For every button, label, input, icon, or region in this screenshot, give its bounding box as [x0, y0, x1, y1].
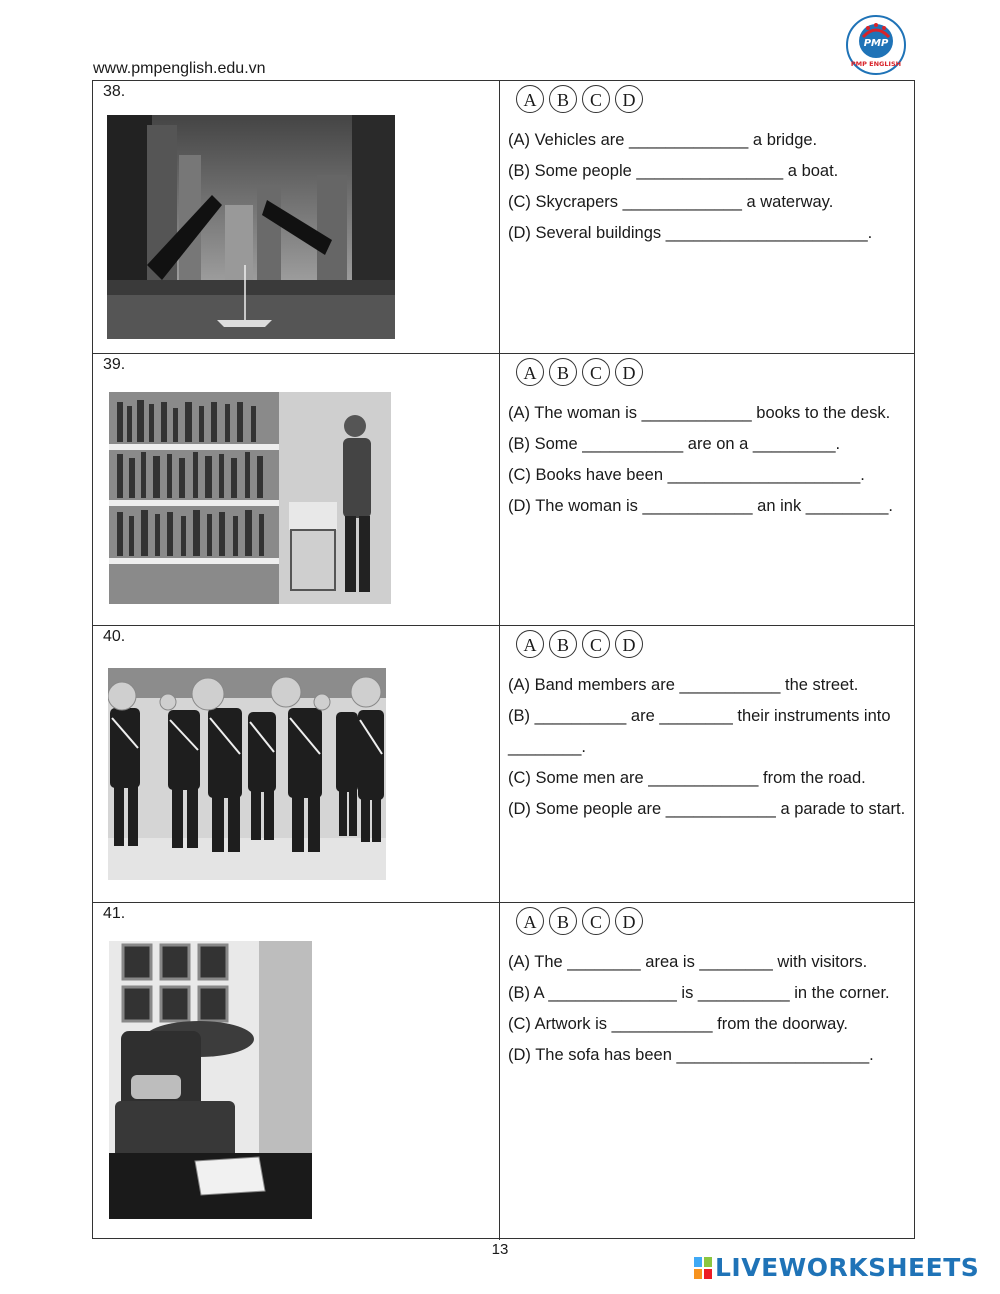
question-number: 39.	[103, 356, 126, 373]
answer-bubble-d[interactable]: D	[615, 358, 643, 386]
option-c: (C) Some men are ____________ from the road.	[508, 769, 866, 787]
answer-bubbles	[516, 907, 908, 941]
svg-text:PMP: PMP	[863, 38, 889, 49]
answer-bubble-a[interactable]: A	[516, 85, 544, 113]
answer-bubble-c[interactable]: C	[582, 907, 610, 935]
option-a: (A) The woman is ____________ books to the desk.	[508, 404, 891, 422]
answer-bubble-c[interactable]: C	[582, 630, 610, 658]
question-number: 38.	[103, 83, 126, 100]
option-c: (C) Skycrapers _____________ a waterway.	[508, 193, 834, 211]
question-number: 41.	[103, 905, 126, 922]
answer-bubbles	[516, 358, 908, 392]
question-number: 40.	[103, 628, 126, 645]
answer-bubble-d[interactable]: D	[615, 907, 643, 935]
answer-bubble-b[interactable]: B	[549, 907, 577, 935]
answer-bubble-c[interactable]: C	[582, 85, 610, 113]
option-b: (B) Some people ________________ a boat.	[508, 162, 839, 180]
answer-bubble-a[interactable]: A	[516, 907, 544, 935]
answer-bubble-a[interactable]: A	[516, 630, 544, 658]
liveworksheets-grid-icon	[694, 1257, 712, 1279]
question-row-41	[93, 903, 914, 1240]
question-table	[92, 80, 915, 1239]
option-a: (A) Band members are ___________ the street.	[508, 676, 859, 694]
answer-bubbles	[516, 630, 908, 664]
option-d: (D) Some people are ____________ a parade to start.	[508, 800, 906, 818]
page-number: 13	[491, 1241, 509, 1258]
option-a: (A) Vehicles are _____________ a bridge.	[508, 131, 818, 149]
svg-text:PMP ENGLISH: PMP ENGLISH	[850, 60, 902, 68]
option-b: (B) __________ are ________ their instruments into ________.	[508, 707, 896, 756]
photo-marching-band	[108, 668, 386, 880]
option-c: (C) Books have been _____________________.	[508, 466, 865, 484]
liveworksheets-logo[interactable]	[694, 1253, 979, 1282]
answer-bubble-b[interactable]: B	[549, 358, 577, 386]
question-row-38	[93, 81, 914, 354]
question-row-40	[93, 626, 914, 903]
answer-bubble-d[interactable]: D	[615, 630, 643, 658]
option-a: (A) The ________ area is ________ with visitors.	[508, 953, 868, 971]
option-b: (B) Some ___________ are on a _________.	[508, 435, 841, 453]
site-url[interactable]: www.pmpenglish.edu.vn	[93, 60, 266, 77]
answer-bubble-b[interactable]: B	[549, 85, 577, 113]
option-b: (B) A ______________ is __________ in the corner.	[508, 984, 890, 1002]
option-d: (D) Several buildings ______________________.	[508, 224, 873, 242]
answer-bubble-b[interactable]: B	[549, 630, 577, 658]
question-row-39	[93, 354, 914, 626]
option-c: (C) Artwork is ___________ from the doorway.	[508, 1015, 848, 1033]
option-d: (D) The sofa has been _____________________.	[508, 1046, 874, 1064]
liveworksheets-brand: LIVEWORKSHEETS	[715, 1253, 980, 1282]
photo-library-woman	[109, 392, 391, 604]
answer-bubbles	[516, 85, 908, 119]
pmp-english-logo	[845, 14, 907, 76]
photo-armchair-lounge	[109, 941, 312, 1219]
answer-bubble-d[interactable]: D	[615, 85, 643, 113]
photo-drawbridge-city	[107, 115, 395, 339]
answer-bubble-c[interactable]: C	[582, 358, 610, 386]
option-d: (D) The woman is ____________ an ink _________.	[508, 497, 893, 515]
answer-bubble-a[interactable]: A	[516, 358, 544, 386]
